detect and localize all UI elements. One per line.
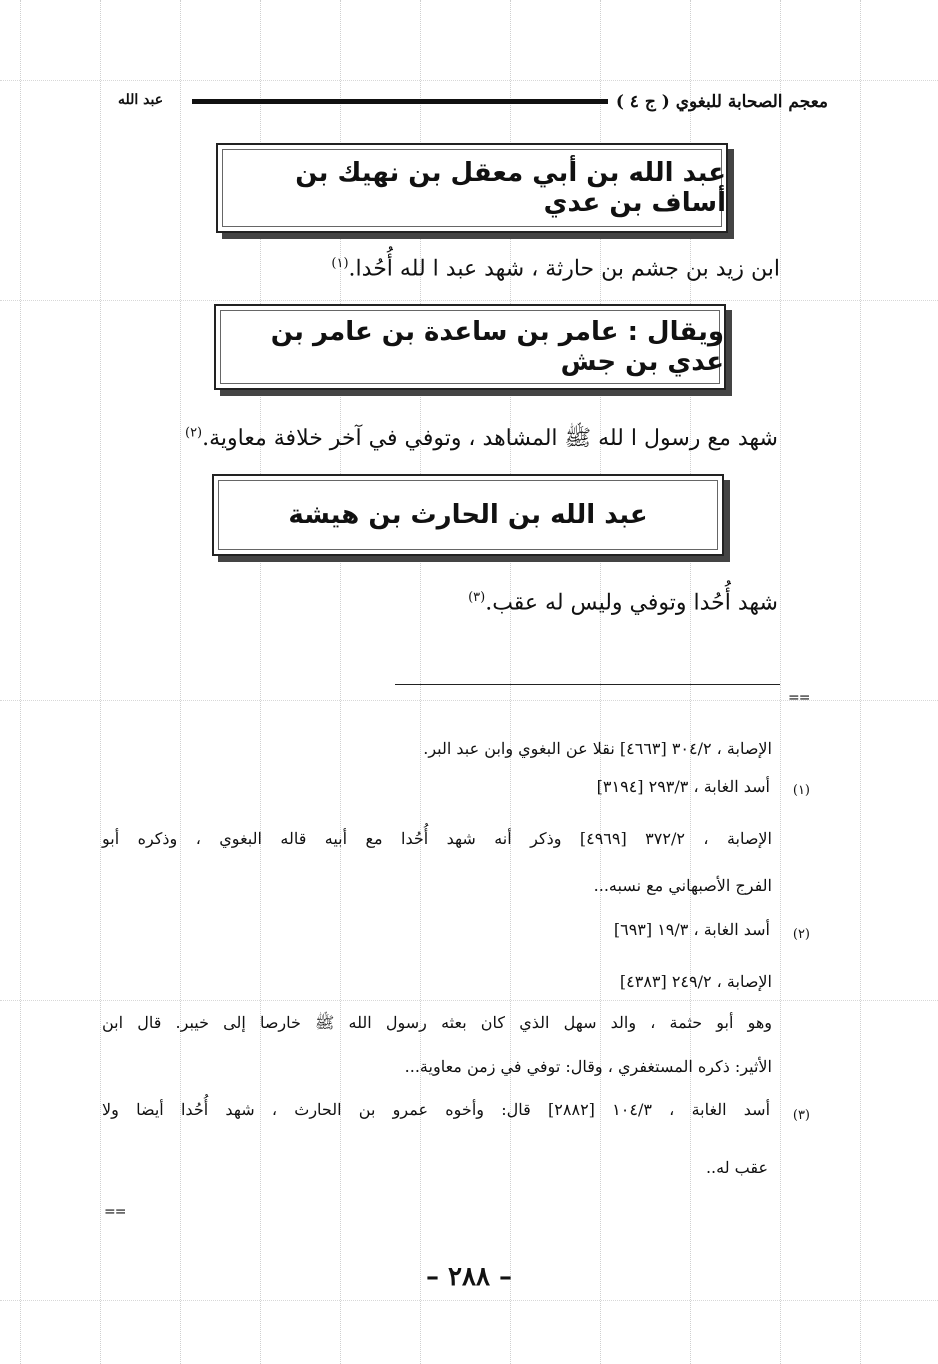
footnote-ref: (٢) bbox=[184, 425, 203, 441]
footnote-line: الفرج الأصبهاني مع نسبه... bbox=[593, 876, 772, 895]
scan-dots bbox=[780, 0, 781, 1364]
entry-text-content: شهد مع رسول ا لله ﷺ المشاهد ، وتوفي في آخر خلافة معاوية. bbox=[202, 426, 778, 451]
entry-text-content: شهد أُحُدا وتوفي وليس له عقب. bbox=[485, 590, 778, 616]
entry-text bbox=[185, 424, 778, 456]
footnote-line: أسد الغابة ، ٢٩٣/٣ [٣١٩٤] bbox=[596, 777, 770, 796]
footnote-number: (٣) bbox=[792, 1108, 810, 1123]
footnote-line: الإصابة ، ٣٠٤/٢ [٤٦٦٣] نقلا عن البغوي وابن عبد البر. bbox=[423, 739, 772, 758]
scan-dots bbox=[0, 1300, 938, 1301]
entry-heading-box bbox=[216, 143, 728, 233]
footnote-ref: (١) bbox=[331, 256, 349, 271]
header-rule bbox=[192, 99, 608, 104]
page-number: – ٢٨٨ – bbox=[425, 1262, 513, 1292]
scan-dots bbox=[20, 0, 21, 1364]
scan-dots bbox=[0, 80, 938, 81]
entry-text-content: ابن زيد بن جشم بن حارثة ، شهد عبد ا لله أُحُدا. bbox=[348, 256, 780, 282]
footnote-line: وهو أبو حثمة ، والد سهل الذي كان بعثه رسول الله ﷺ خارصا إلى خيبر. قال ابن bbox=[102, 1013, 772, 1032]
footnote-line: عقب له.. bbox=[705, 1158, 768, 1177]
footnote-line: الإصابة ، ٢٤٩/٢ [٤٣٨٣] bbox=[619, 972, 772, 991]
entry-text bbox=[468, 590, 778, 615]
entry-heading: ويقال : عامر بن ساعدة بن عامر بن عدي بن جش bbox=[270, 317, 724, 377]
footnote-line: الإصابة ، ٣٧٢/٢ [٤٩٦٩] وذكر أنه شهد أُحُدا مع أبيه قاله البغوي ، وذكره أبو bbox=[102, 829, 773, 848]
footnote-ref: (٣) bbox=[468, 590, 486, 605]
scan-dots bbox=[860, 0, 861, 1364]
footnote-line: أسد الغابة ، ١٠٤/٣ [٢٨٨٢] قال: وأخوه عمرو بن الحارث ، شهد أُحُدا أيضا ولا bbox=[102, 1100, 771, 1119]
scan-dots bbox=[0, 300, 938, 301]
entry-text bbox=[331, 256, 780, 281]
footnote-number: (٢) bbox=[792, 927, 810, 942]
entry-heading: عبد الله بن أبي معقل بن نهيك بن أساف بن عدي bbox=[295, 158, 726, 218]
scan-dots bbox=[0, 1000, 938, 1001]
footnote-line: الأثير: ذكره المستغفري ، وقال: توفي في زمن معاوية... bbox=[404, 1057, 772, 1076]
entry-heading: عبد الله بن الحارث بن هيشة bbox=[288, 500, 648, 530]
end-mark: == bbox=[104, 1204, 126, 1220]
scan-dots bbox=[100, 0, 101, 1364]
footnote-separator bbox=[395, 684, 780, 685]
entry-heading-box bbox=[212, 474, 724, 556]
scan-dots bbox=[180, 0, 181, 1364]
separator-mark: == bbox=[788, 690, 810, 706]
footnote-line: أسد الغابة ، ١٩/٣ [٦٩٣] bbox=[613, 920, 770, 939]
running-header-title: معجم الصحابة للبغوي ( ج ٤ ) bbox=[615, 92, 828, 112]
entry-heading-box bbox=[214, 304, 726, 390]
running-header-section: عبد الله bbox=[118, 92, 164, 108]
footnote-number: (١) bbox=[792, 783, 810, 798]
